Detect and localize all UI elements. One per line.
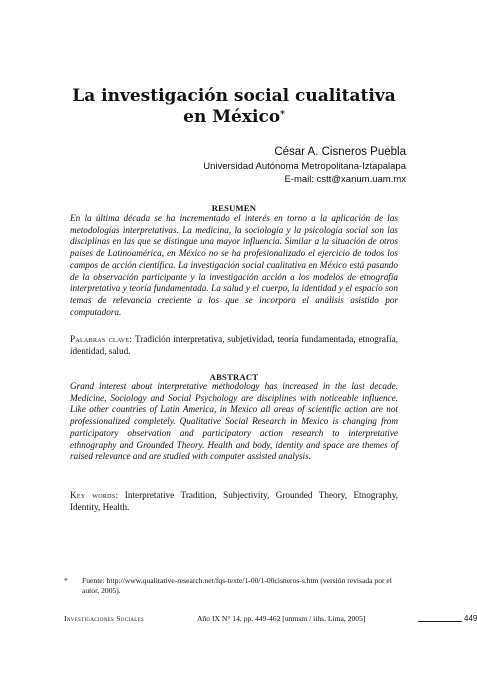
author-email[interactable]: E-mail: cstt@xanum.uam.mx xyxy=(284,174,406,185)
keywords-spanish-text: Tradición interpretativa, subjetividad, teoría fundamentada, etnografía, identidad, salud. xyxy=(70,334,398,356)
article-title-line-2: en México xyxy=(183,107,281,127)
abstract-heading: ABSTRACT xyxy=(209,372,259,382)
author-affiliation: Universidad Autónoma Metropolitana-Iztapalapa xyxy=(203,161,406,172)
abstract-text: Grand interest about interpretative methodology has increased in the last decade. Medicine, Sociology and Social Psychology are disciplines with noticeable influence. Like other countries of Latin America, in Mexico all areas of scientific action are not professionalized completely. Qualitative Social Research in Mexico is changing from participatory observation and participatory action research to interpretative ethnography and Grounded Theory. Health and body, identity and space are themes of raised relevance and are studied with computer assisted analysis. xyxy=(70,381,398,462)
author-name: César A. Cisneros Puebla xyxy=(274,146,406,158)
resumen-heading: RESUMEN xyxy=(211,203,257,213)
resumen-text: En la última década se ha incrementado el interés en torno a la aplicación de las metodologías interpretativas. La medicina, la sociología y la psicología social son las disciplinas en las que se distingue una mayor influencia. Similar a la situación de otros países de Latinoamérica, en México no se ha profesionalizado el ejercicio de todos los campos de acción científica. La investigación social cualitativa en México está pasando de la observación participante y la investigación acción a los modelos de etnografía interpretativa y teoría fundamentada. La salud y el cuerpo, la identidad y el espacio son temas de relevancia creciente a los que se incorpora el análisis asistido por computadora. xyxy=(70,213,398,317)
footer-issue-info: Año IX N° 14, pp. 449-462 [unmsm / iihs, Lima, 2005] xyxy=(197,614,366,623)
keywords-english xyxy=(70,490,398,513)
article-title xyxy=(0,86,468,107)
article-title-continued xyxy=(0,107,468,128)
article-title-line-1: La investigación social cualitativa xyxy=(72,86,396,106)
footnote-mark: * xyxy=(64,576,68,585)
footer-rule xyxy=(418,621,462,622)
page-number: 449 xyxy=(464,614,477,623)
keywords-english-text: Interpretative Tradition, Subjectivity, Grounded Theory, Etnography, Identity, Health. xyxy=(70,490,399,512)
keywords-english-label: Key words: xyxy=(70,490,119,500)
page-footer xyxy=(64,613,477,625)
keywords-spanish xyxy=(70,334,398,357)
title-footnote-mark[interactable]: * xyxy=(280,110,285,120)
footer-journal-name: Investigaciones Sociales xyxy=(64,614,145,623)
footnote xyxy=(64,576,408,595)
keywords-spanish-label: Palabras clave: xyxy=(70,334,133,344)
footnote-text[interactable]: Fuente: http://www.qualitative-research.net/fqs-texte/1-00/1-00cisneros-s.htm (versión revisada por el autor, 2005). xyxy=(82,576,392,595)
